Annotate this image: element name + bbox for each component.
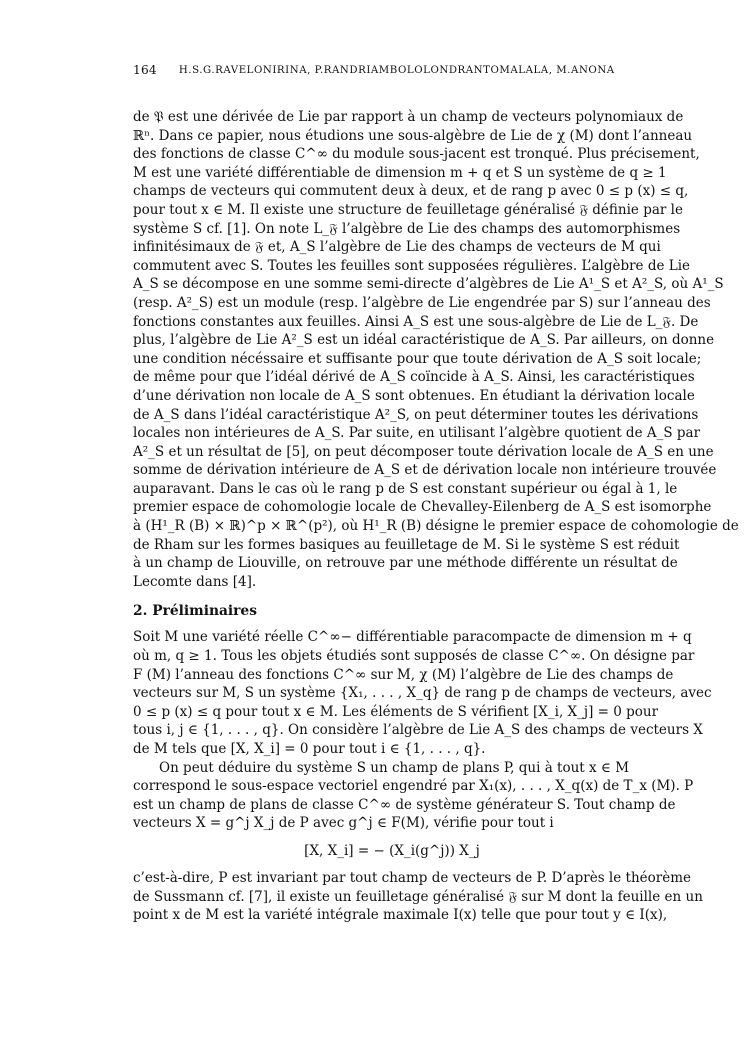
plane-field-paragraph	[133, 759, 694, 833]
text-line: auparavant. Dans le cas où le rang p de S est constant supérieur ou égal à 1, le	[133, 480, 678, 497]
text-line: correspond le sous-espace vectoriel engendré par X₁(x), . . . , X_q(x) de T_x (M). P	[133, 778, 694, 795]
text-line: A²_S et un résultat de [5], on peut décomposer toute dérivation locale de A_S en une	[133, 443, 714, 460]
text-line: (resp. A²_S) est un module (resp. l’algèbre de Lie engendrée par S) sur l’anneau des	[133, 294, 711, 311]
text-line: point x de M est la variété intégrale maximale I(x) telle que pour tout y ∈ I(x),	[133, 907, 668, 924]
text-line: On peut déduire du système S un champ de plans P, qui à tout x ∈ M	[159, 759, 630, 776]
text-line: somme de dérivation intérieure de A_S et de dérivation locale non intérieure trouvée	[133, 462, 717, 479]
text-line: infinitésimaux de 𝔉 et, A_S l’algèbre de Lie des champs de vecteurs de M qui	[133, 239, 661, 256]
text-line: des fonctions de classe C^∞ du module sous-jacent est tronqué. Plus précisement,	[133, 146, 700, 163]
text-line: commutent avec S. Toutes les feuilles sont supposées régulières. L’algèbre de Lie	[133, 257, 691, 274]
text-line: est un champ de plans de classe C^∞ de système générateur S. Tout champ de	[133, 796, 676, 813]
text-line: ℝⁿ. Dans ce papier, nous étudions une sous-algèbre de Lie de χ (M) dont l’anneau	[133, 127, 693, 144]
display-equation: [X, X_i] = − (X_i(g^j)) X_j	[304, 842, 480, 859]
text-line: c’est-à-dire, P est invariant par tout champ de vecteurs de P. D’après le théorème	[133, 869, 691, 886]
text-line: fonctions constantes aux feuilles. Ainsi A_S est une sous-algèbre de Lie de L_𝔉. De	[133, 313, 699, 330]
page-number: 164	[133, 63, 157, 77]
sussmann-paragraph	[133, 869, 703, 925]
text-line: F (M) l’anneau des fonctions C^∞ sur M, χ (M) l’algèbre de Lie des champs de	[133, 666, 674, 683]
text-line: où m, q ≥ 1. Tous les objets étudiés sont supposés de classe C^∞. On désigne par	[133, 648, 695, 665]
text-line: Soit M une variété réelle C^∞− différentiable paracompacte de dimension m + q	[133, 629, 692, 646]
running-header-authors: H.S.G.RAVELONIRINA, P.RANDRIAMBOLOLONDRANTOMALALA, M.ANONA	[178, 65, 615, 76]
text-line: Lecomte dans [4].	[133, 573, 257, 590]
preliminaries-paragraph	[133, 628, 712, 758]
text-line: vecteurs sur M, S un système {X₁, . . . , X_q} de rang p de champs de vecteurs, avec	[133, 685, 712, 702]
text-line: tous i, j ∈ {1, . . . , q}. On considère l’algèbre de Lie A_S des champs de vecteurs X	[133, 722, 703, 739]
text-line: à (H¹_R (B) × ℝ)^p × ℝ^(p²), où H¹_R (B) désigne le premier espace de cohomologie de	[133, 518, 739, 535]
text-line: de A_S dans l’idéal caractéristique A²_S, on peut déterminer toutes les dérivations	[133, 406, 699, 423]
text-line: pour tout x ∈ M. Il existe une structure de feuilletage généralisé 𝔉 définie par le	[133, 201, 683, 218]
text-line: de Rham sur les formes basiques au feuilletage de M. Si le système S est réduit	[133, 536, 680, 553]
text-line: système S cf. [1]. On note L_𝔉 l’algèbre de Lie des champs des automorphismes	[133, 220, 681, 237]
text-line: de même pour que l’idéal dérivé de A_S coïncide à A_S. Ainsi, les caractéristiques	[133, 369, 695, 386]
text-line: plus, l’algèbre de Lie A²_S est un idéal caractéristique de A_S. Par ailleurs, on donne	[133, 332, 715, 349]
text-line: 0 ≤ p (x) ≤ q pour tout x ∈ M. Les éléments de S vérifient [X_i, X_j] = 0 pour	[133, 703, 659, 720]
text-line: champs de vecteurs qui commutent deux à deux, et de rang p avec 0 ≤ p (x) ≤ q,	[133, 183, 689, 200]
text-line: premier espace de cohomologie locale de Chevalley-Eilenberg de A_S est isomorphe	[133, 499, 712, 516]
text-line: M est une variété différentiable de dimension m + q et S un système de q ≥ 1	[133, 164, 667, 181]
text-line: de M tels que [X, X_i] = 0 pour tout i ∈ {1, . . . , q}.	[133, 741, 486, 757]
page-body	[133, 108, 739, 925]
text-line: une condition nécéssaire et suffisante pour que toute dérivation de A_S soit locale;	[133, 350, 702, 367]
section-heading: 2. Préliminaires	[133, 603, 257, 620]
text-line: vecteurs X = g^j X_j de P avec g^j ∈ F(M), vérifie pour tout i	[133, 815, 554, 832]
running-header	[133, 62, 649, 79]
text-line: locales non intérieures de A_S. Par suite, en utilisant l’algèbre quotient de A_S par	[133, 425, 701, 442]
text-line: de 𝔓 est une dérivée de Lie par rapport à un champ de vecteurs polynomiaux de	[133, 109, 684, 125]
intro-paragraph	[133, 108, 739, 591]
text-line: A_S se décompose en une somme semi-directe d’algèbres de Lie A¹_S et A²_S, où A¹_S	[133, 276, 724, 293]
text-line: d’une dérivation non locale de A_S sont obtenues. En étudiant la dérivation locale	[133, 387, 695, 404]
text-line: de Sussmann cf. [7], il existe un feuilletage généralisé 𝔉 sur M dont la feuille en un	[133, 888, 703, 905]
text-line: à un champ de Liouville, on retrouve par une méthode différente un résultat de	[133, 555, 678, 572]
